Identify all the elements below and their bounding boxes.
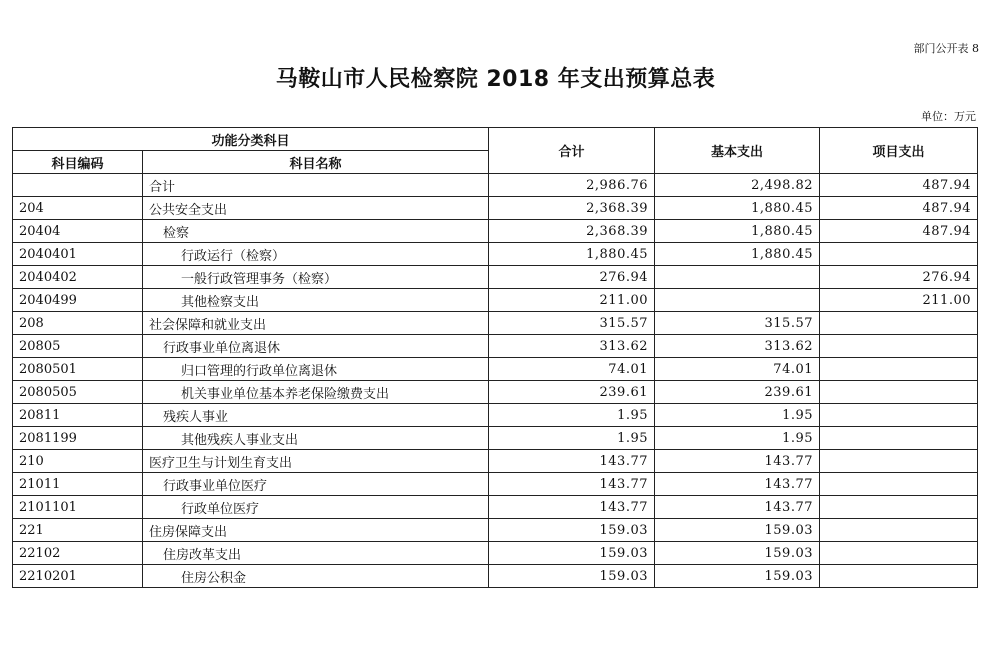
table-row [13, 335, 978, 358]
page-title: 马鞍山市人民检察院 2018 年支出预算总表 [275, 67, 716, 92]
subject-name-cell: 合计 [143, 174, 489, 197]
total-cell: 1.95 [489, 404, 655, 427]
table-row [13, 197, 978, 220]
subject-name-cell: 医疗卫生与计划生育支出 [143, 450, 489, 473]
basic-expenditure-cell: 159.03 [655, 542, 820, 565]
subject-name-cell: 检察 [143, 220, 489, 243]
table-row [13, 243, 978, 266]
subject-name-cell: 行政事业单位医疗 [143, 473, 489, 496]
project-expenditure-cell: 211.00 [820, 289, 978, 312]
total-cell: 159.03 [489, 542, 655, 565]
project-expenditure-cell [820, 243, 978, 266]
table-row [13, 358, 978, 381]
project-expenditure-cell: 487.94 [820, 174, 978, 197]
table-row [13, 519, 978, 542]
total-cell: 1,880.45 [489, 243, 655, 266]
subject-code-cell: 2101101 [13, 496, 143, 519]
subject-name-cell: 其他残疾人事业支出 [143, 427, 489, 450]
total-cell: 2,368.39 [489, 220, 655, 243]
total-cell: 276.94 [489, 266, 655, 289]
total-cell: 159.03 [489, 565, 655, 588]
subject-code-cell: 2040402 [13, 266, 143, 289]
project-expenditure-header: 项目支出 [820, 128, 978, 174]
page-tag: 部门公开表 8 [913, 42, 979, 55]
table-header [13, 128, 978, 174]
project-expenditure-cell [820, 565, 978, 588]
basic-expenditure-cell: 313.62 [655, 335, 820, 358]
subject-name-header: 科目名称 [143, 151, 489, 174]
subject-code-cell: 20404 [13, 220, 143, 243]
table-row [13, 427, 978, 450]
basic-expenditure-cell: 1,880.45 [655, 220, 820, 243]
table-row [13, 381, 978, 404]
table-row [13, 565, 978, 588]
table-row [13, 174, 978, 197]
basic-expenditure-cell: 74.01 [655, 358, 820, 381]
subject-name-cell: 一般行政管理事务（检察） [143, 266, 489, 289]
table-row [13, 450, 978, 473]
budget-table [12, 127, 978, 588]
unit-label: 单位：万元 [921, 110, 976, 123]
basic-expenditure-cell: 143.77 [655, 473, 820, 496]
table-row [13, 289, 978, 312]
subject-code-cell: 204 [13, 197, 143, 220]
subject-code-cell: 2210201 [13, 565, 143, 588]
subject-code-cell: 22102 [13, 542, 143, 565]
subject-name-cell: 住房保障支出 [143, 519, 489, 542]
subject-name-cell: 行政事业单位离退休 [143, 335, 489, 358]
subject-name-cell: 住房改革支出 [143, 542, 489, 565]
project-expenditure-cell: 487.94 [820, 197, 978, 220]
subject-code-cell: 2040401 [13, 243, 143, 266]
basic-expenditure-cell [655, 289, 820, 312]
project-expenditure-cell: 276.94 [820, 266, 978, 289]
project-expenditure-cell [820, 519, 978, 542]
project-expenditure-cell [820, 404, 978, 427]
table-row [13, 496, 978, 519]
total-cell: 74.01 [489, 358, 655, 381]
project-expenditure-cell [820, 542, 978, 565]
project-expenditure-cell [820, 381, 978, 404]
table-body [13, 174, 978, 588]
subject-code-cell: 210 [13, 450, 143, 473]
total-cell: 143.77 [489, 473, 655, 496]
subject-name-cell: 住房公积金 [143, 565, 489, 588]
subject-code-cell: 2081199 [13, 427, 143, 450]
project-expenditure-cell [820, 335, 978, 358]
total-cell: 211.00 [489, 289, 655, 312]
total-cell: 313.62 [489, 335, 655, 358]
table-row [13, 312, 978, 335]
subject-name-cell: 行政运行（检察） [143, 243, 489, 266]
total-cell: 315.57 [489, 312, 655, 335]
subject-code-cell: 2040499 [13, 289, 143, 312]
subject-name-cell: 归口管理的行政单位离退休 [143, 358, 489, 381]
subject-code-cell: 21011 [13, 473, 143, 496]
basic-expenditure-cell: 159.03 [655, 519, 820, 542]
total-cell: 239.61 [489, 381, 655, 404]
basic-expenditure-cell: 1.95 [655, 404, 820, 427]
project-expenditure-cell [820, 427, 978, 450]
project-expenditure-cell [820, 496, 978, 519]
subject-name-cell: 社会保障和就业支出 [143, 312, 489, 335]
basic-expenditure-cell: 143.77 [655, 450, 820, 473]
subject-code-cell: 2080505 [13, 381, 143, 404]
subject-name-cell: 公共安全支出 [143, 197, 489, 220]
subject-code-cell: 221 [13, 519, 143, 542]
table-row [13, 404, 978, 427]
subject-name-cell: 行政单位医疗 [143, 496, 489, 519]
subject-code-cell [13, 174, 143, 197]
project-expenditure-cell [820, 358, 978, 381]
subject-code-cell: 20811 [13, 404, 143, 427]
total-cell: 2,368.39 [489, 197, 655, 220]
project-expenditure-cell: 487.94 [820, 220, 978, 243]
total-cell: 159.03 [489, 519, 655, 542]
basic-expenditure-cell: 159.03 [655, 565, 820, 588]
project-expenditure-cell [820, 450, 978, 473]
basic-expenditure-cell: 1.95 [655, 427, 820, 450]
subject-name-cell: 其他检察支出 [143, 289, 489, 312]
functional-category-header: 功能分类科目 [13, 128, 489, 151]
table-row [13, 542, 978, 565]
subject-code-cell: 2080501 [13, 358, 143, 381]
basic-expenditure-cell: 1,880.45 [655, 243, 820, 266]
table-row [13, 220, 978, 243]
basic-expenditure-cell [655, 266, 820, 289]
basic-expenditure-cell: 315.57 [655, 312, 820, 335]
total-cell: 1.95 [489, 427, 655, 450]
subject-code-header: 科目编码 [13, 151, 143, 174]
basic-expenditure-cell: 2,498.82 [655, 174, 820, 197]
project-expenditure-cell [820, 473, 978, 496]
total-cell: 2,986.76 [489, 174, 655, 197]
subject-code-cell: 20805 [13, 335, 143, 358]
total-header: 合计 [489, 128, 655, 174]
subject-name-cell: 残疾人事业 [143, 404, 489, 427]
subject-code-cell: 208 [13, 312, 143, 335]
total-cell: 143.77 [489, 450, 655, 473]
total-cell: 143.77 [489, 496, 655, 519]
table-row [13, 473, 978, 496]
basic-expenditure-cell: 143.77 [655, 496, 820, 519]
basic-expenditure-cell: 1,880.45 [655, 197, 820, 220]
basic-expenditure-header: 基本支出 [655, 128, 820, 174]
table-row [13, 266, 978, 289]
basic-expenditure-cell: 239.61 [655, 381, 820, 404]
subject-name-cell: 机关事业单位基本养老保险缴费支出 [143, 381, 489, 404]
project-expenditure-cell [820, 312, 978, 335]
